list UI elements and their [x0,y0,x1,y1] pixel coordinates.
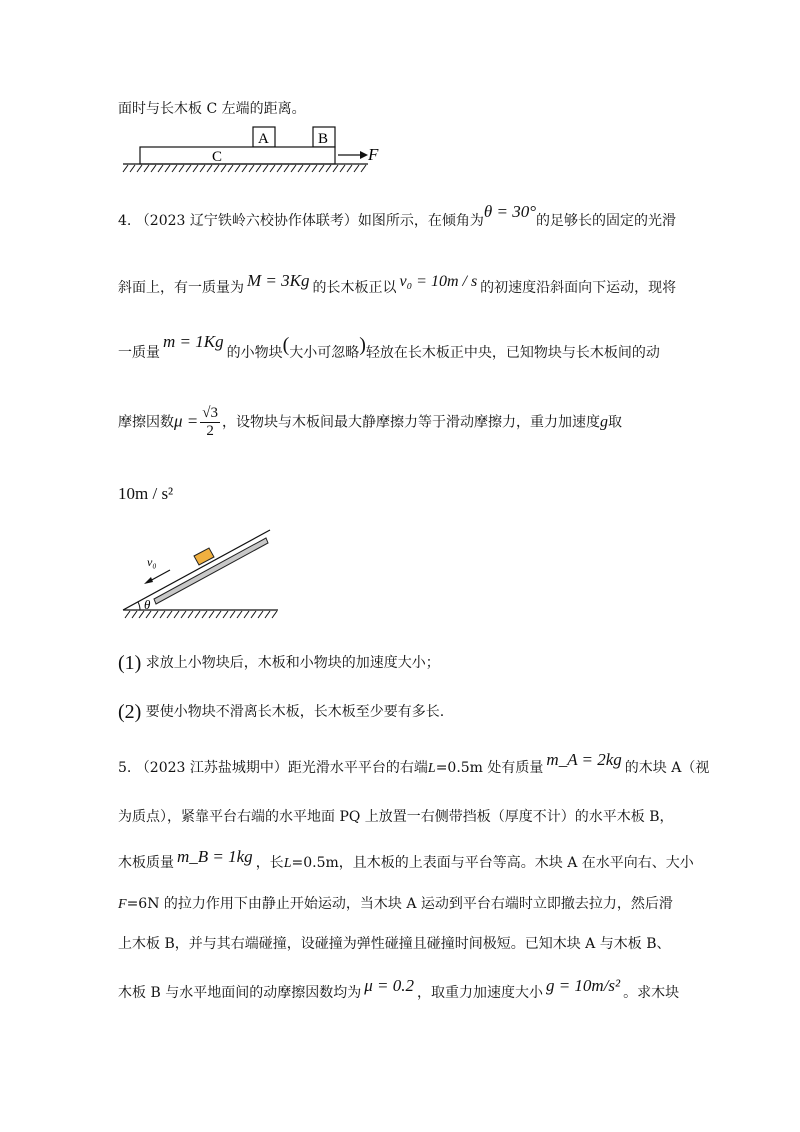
q4-line-2: 斜面上，有一质量为 M = 3Kg 的长木板正以 v₀ = 10m / s 的初速度沿斜面向下运动，现将 [118,271,677,296]
g-equation: g = 10m/s² [545,976,621,995]
mu-lhs: μ = [174,411,199,431]
ground-hatching [125,611,277,618]
q4-line-1: 4. （2023 辽宁铁岭六校协作体联考）如图所示，在倾角为θ = 30°的足够长的固定的光滑 [118,202,677,229]
v0-equation: v₀ = 10m / s [399,273,478,290]
q5-line-1: 5. （2023 江苏盐城期中）距光滑水平平台的右端L=0.5m 处有质量 m_A = 2kg 的木块 A（视 [118,750,710,776]
v0-label: v₀ [147,555,157,569]
q5-line-2: 为质点），紧靠平台右端的水平地面 PQ 上放置一右侧带挡板（厚度不计）的水平木板 B， [118,809,674,825]
long-board [154,538,268,604]
mu-equation: μ = 0.2 [364,976,414,995]
force-arrow-icon [360,151,368,159]
q5-line-4: F=6N 的拉力作用下由静止开始运动，当木块 A 运动到平台右端时立即撤去拉力，然后滑 [118,896,673,912]
figure-incline [118,522,288,622]
block-mass-equation: m = 1Kg [163,332,224,351]
q4-sub-question-1: (1) 求放上小物块后，木板和小物块的加速度大小； [118,652,440,674]
mb-equation: m_B = 1kg [177,847,253,866]
plank-c [140,147,335,164]
angle-arc [138,602,140,610]
force-label: F [368,145,379,164]
mu-fraction: $\frac{√3}{2}$ [202,405,218,439]
q5-line-5: 上木板 B，并与其右端碰撞，设碰撞为弹性碰撞且碰撞时间极短。已知木块 A 与木板 B、 [118,936,671,952]
q4-line-4: 摩擦因数μ = $\frac{√3}{2}$ ，设物块与木板间最大静摩擦力等于滑动摩擦力，重力加速度g取 [118,405,622,439]
figure-plank-blocks [118,122,388,174]
q4-acceleration-value: 10m / s² [118,484,174,503]
ground-hatching [123,165,366,172]
ma-equation: m_A = 2kg [546,750,622,769]
q5-line-6: 木板 B 与水平地面间的动摩擦因数均为 μ = 0.2 ，取重力加速度大小 g = 10m/s² 。求木块 [118,976,680,1001]
q5-line-3: 木板质量 m_B = 1kg ，长L=0.5m，且木板的上表面与平台等高。木块 A 在水平向右、大小 [118,847,694,871]
block-b-label: B [318,131,329,147]
board-mass-equation: M = 3Kg [247,271,310,290]
theta-equation: θ = 30° [483,202,537,221]
q4-line-3: 一质量m = 1Kg的小物块(大小可忽略)轻放在长木板正中央，已知物块与长木板间的动 [118,332,660,361]
theta-label: θ [144,597,151,612]
q4-sub-question-2: (2) 要使小物块不滑离长木板，长木板至少要有多长. [118,701,445,723]
block-a-label: A [258,131,269,147]
intro-line: 面时与长木板 C 左端的距离。 [118,101,306,117]
velocity-arrow-icon [144,577,153,584]
plank-c-label: C [212,149,223,165]
